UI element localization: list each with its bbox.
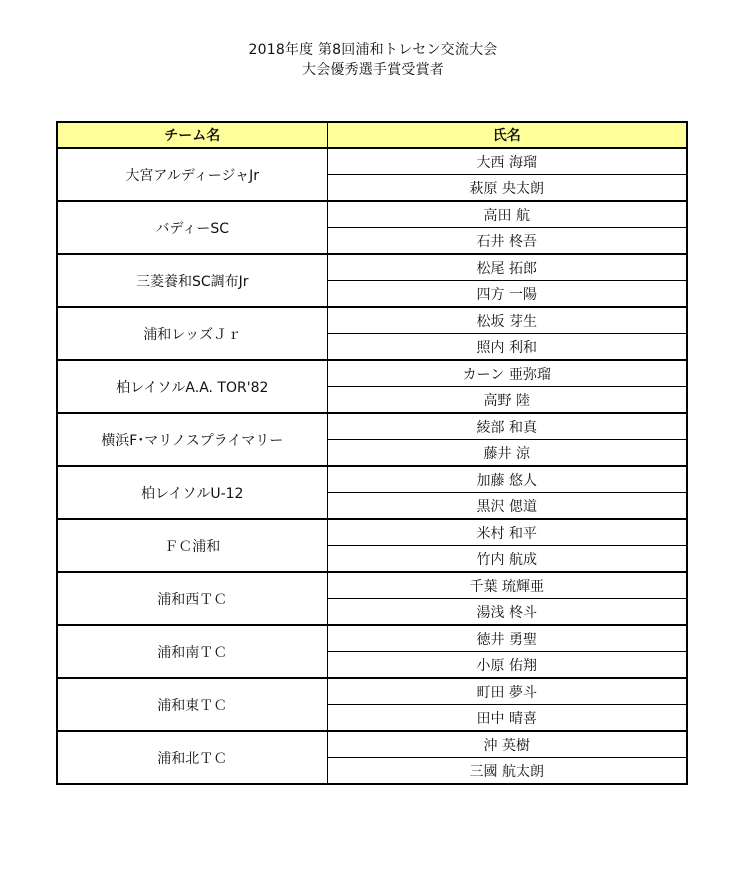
team-cell: 大宮アルディージャJr <box>57 148 327 201</box>
player-cell: 町田 夢斗 <box>327 678 687 705</box>
table-row <box>57 572 687 599</box>
player-cell: 竹内 航成 <box>327 546 687 573</box>
player-cell: 松尾 拓郎 <box>327 254 687 281</box>
player-cell: 四方 一陽 <box>327 281 687 308</box>
player-cell: 藤井 涼 <box>327 440 687 467</box>
player-cell: 高野 陸 <box>327 387 687 414</box>
table-row <box>57 731 687 758</box>
table-row <box>57 307 687 334</box>
header-row <box>57 122 687 148</box>
team-cell: バディーSC <box>57 201 327 254</box>
player-cell: 小原 佑翔 <box>327 652 687 679</box>
player-cell: 萩原 央太朗 <box>327 175 687 202</box>
player-cell: カーン 亜弥瑠 <box>327 360 687 387</box>
header-team: チーム名 <box>57 122 327 148</box>
awards-table <box>56 121 688 785</box>
team-cell: 横浜F･マリノスプライマリー <box>57 413 327 466</box>
player-cell: 照内 利和 <box>327 334 687 361</box>
team-cell: 浦和西ＴＣ <box>57 572 327 625</box>
team-cell: 柏レイソルA.A. TOR'82 <box>57 360 327 413</box>
team-cell: 浦和東ＴＣ <box>57 678 327 731</box>
document-title: 2018年度 第8回浦和トレセン交流大会 <box>248 42 498 58</box>
table-row <box>57 678 687 705</box>
table-row <box>57 625 687 652</box>
team-cell: ＦＣ浦和 <box>57 519 327 572</box>
table-row <box>57 201 687 228</box>
header-name: 氏名 <box>327 122 687 148</box>
player-cell: 高田 航 <box>327 201 687 228</box>
team-cell: 三菱養和SC調布Jr <box>57 254 327 307</box>
player-cell: 湯浅 柊斗 <box>327 599 687 626</box>
table-row <box>57 413 687 440</box>
player-cell: 千葉 琉輝亜 <box>327 572 687 599</box>
player-cell: 沖 英樹 <box>327 731 687 758</box>
player-cell: 大西 海瑠 <box>327 148 687 175</box>
player-cell: 米村 和平 <box>327 519 687 546</box>
team-cell: 柏レイソルU-12 <box>57 466 327 519</box>
player-cell: 黒沢 偲道 <box>327 493 687 520</box>
player-cell: 綾部 和真 <box>327 413 687 440</box>
player-cell: 田中 晴喜 <box>327 705 687 732</box>
player-cell: 徳井 勇聖 <box>327 625 687 652</box>
table-row <box>57 466 687 493</box>
player-cell: 三國 航太朗 <box>327 758 687 785</box>
team-cell: 浦和南ＴＣ <box>57 625 327 678</box>
team-cell: 浦和北ＴＣ <box>57 731 327 784</box>
table-row <box>57 254 687 281</box>
player-cell: 石井 柊吾 <box>327 228 687 255</box>
player-cell: 加藤 悠人 <box>327 466 687 493</box>
table-row <box>57 360 687 387</box>
team-cell: 浦和レッズＪｒ <box>57 307 327 360</box>
table-row <box>57 519 687 546</box>
document-subtitle: 大会優秀選手賞受賞者 <box>302 62 444 78</box>
player-cell: 松坂 芽生 <box>327 307 687 334</box>
table-row <box>57 148 687 175</box>
